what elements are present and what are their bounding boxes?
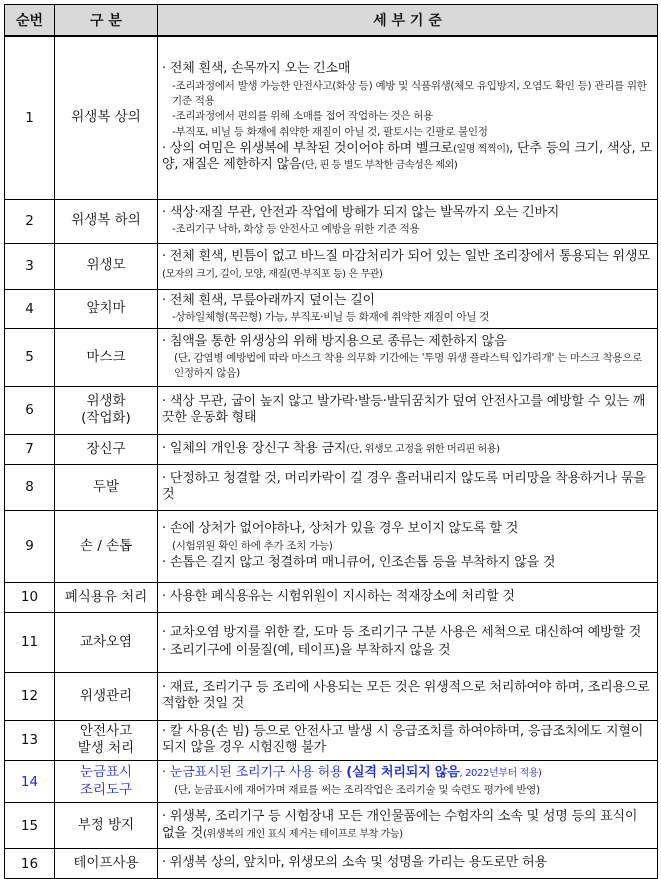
table-row [5,328,658,386]
detail-text: 교차오염 방지를 위한 칼, 도마 등 조리기구 구분 사용은 세척으로 대신하여 예방할 것 [169,625,642,641]
detail-text: 칼 사용(손 빔) 등으로 안전사고 발생 시 응급조치를 하여야하며, 응급조치에도 지혈이 되지 않을 경우 시험진행 불가 [162,723,644,756]
row-number: 8 [5,464,55,510]
detail-bullet [162,394,653,427]
detail-parenthetical: (단, 핀 등 별도 부착한 금속성은 제외) [301,160,458,172]
table-row [5,672,658,720]
detail-note [162,783,653,798]
detail-bullet [162,61,653,78]
row-detail [158,761,658,803]
row-category: 테이프사용 [55,849,158,879]
row-detail [158,36,658,199]
detail-note [162,222,653,237]
table-row [5,510,658,582]
detail-bullet [162,249,653,282]
detail-text: 위생복 상의, 앞치마, 위생모의 소속 및 성명을 가리는 용도로만 허용 [169,855,547,871]
detail-note [162,351,653,380]
table-row [5,761,658,803]
row-detail [158,510,658,582]
table-row [5,243,658,289]
detail-bullet [162,855,653,872]
table-row [5,199,658,243]
detail-text: 눈금표시된 조리기구 사용 허용 [169,765,347,781]
header-detail: 세 부 기 준 [158,5,658,37]
detail-text: 사용한 폐식용유는 시험위원이 지시하는 적재장소에 처리할 것 [169,589,515,604]
detail-bullet [162,765,653,782]
row-number: 12 [5,672,55,720]
row-number: 5 [5,328,55,386]
detail-bullet [162,205,653,222]
row-category: 교차오염 [55,612,158,672]
detail-parenthetical: (단, 위생모 고정을 위한 머리핀 허용) [346,444,500,455]
table-row [5,36,658,199]
detail-text: 손에 상처가 없어야하나, 상처가 있을 경우 보이지 않도록 할 것 [169,521,519,537]
row-detail [158,243,658,289]
row-category: 위생화 (작업화) [55,386,158,434]
detail-parenthetical: (일명 찍찍이) [453,143,510,155]
detail-emphasis: (실격 처리되지 않음 [346,765,460,781]
detail-text: -조리과정에서 편의를 위해 소매를 접어 작업하는 것은 허용 [172,110,433,123]
detail-text: -조리과정에서 발생 가능한 안전사고(화상 등) 예방 및 식품위생(체모 유입방지, 오염도 확인 등) 관리를 위한 기준 적용 [172,80,647,107]
detail-bullet [162,625,653,642]
row-category: 부정 방지 [55,803,158,849]
row-number: 9 [5,510,55,582]
row-category: 앞치마 [55,289,158,328]
detail-parenthetical: (위생복의 개인 표식 제거는 테이프로 부착 가능) [203,828,403,840]
detail-text: 색상·재질 무관, 안전과 작업에 방해가 되지 않는 발목까지 오는 긴바지 [169,204,560,220]
row-category: 마스크 [55,328,158,386]
detail-bullet [162,141,653,174]
detail-text: -부직포, 비닐 등 화재에 취약한 재질이 아닐 것, 팔토시는 긴팔로 불인정 [172,126,488,139]
detail-bullet [162,334,653,351]
detail-bullet [162,680,653,713]
row-detail [158,612,658,672]
detail-bullet [162,441,653,458]
detail-note [162,310,653,325]
table-row [5,386,658,434]
detail-bullet [162,589,653,606]
row-detail [158,803,658,849]
row-category: 위생복 상의 [55,36,158,199]
detail-text: (단, 눈금표시에 재어가며 재료를 써는 조리작업은 조리기술 및 숙련도 평가에 반영) [174,784,540,797]
row-number: 15 [5,803,55,849]
header-category: 구 분 [55,5,158,37]
detail-text: 손톱은 길지 않고 청결하며 매니큐어, 인조손톱 등을 부착하지 않을 것 [169,554,556,570]
row-category: 위생복 하의 [55,199,158,243]
detail-text: 전체 흰색, 무릎아래까지 덮이는 길이 [169,292,375,308]
detail-note [162,539,653,554]
detail-text: (단, 감염병 예방법에 따라 마스크 착용 의무화 기간에는 '투명 위생 플라스틱 입가리개' 는 마스크 착용으로 인정하지 않음) [174,352,642,380]
row-detail [158,464,658,510]
row-number: 4 [5,289,55,328]
table-row [5,849,658,879]
row-detail [158,672,658,720]
row-category: 눈금표시 조리도구 [55,761,158,803]
detail-text: 재료, 조리기구 등 조리에 사용되는 모든 것은 위생적으로 처리하여야 하며, 조리용으로 적합한 것일 것 [162,679,650,712]
table-row [5,612,658,672]
row-category: 두발 [55,464,158,510]
hygiene-standards-table [4,4,658,879]
table-row [5,289,658,328]
row-category: 장신구 [55,434,158,464]
detail-note [162,79,653,108]
detail-text: (시험위원 확인 하에 추가 조치 가능) [172,539,333,552]
row-detail [158,582,658,612]
row-number: 10 [5,582,55,612]
table-header-row [5,5,658,37]
row-number: 2 [5,199,55,243]
detail-text: 상의 여밈은 위생복에 부착된 것이어야 하며 벨크로 [169,140,453,156]
row-number: 14 [5,761,55,803]
detail-note [162,125,653,140]
detail-text: 침액을 통한 위생상의 위해 방지용으로 종류는 제한하지 않음 [169,333,507,349]
row-number: 13 [5,720,55,760]
row-category: 위생관리 [55,672,158,720]
detail-parenthetical: (모자의 크기, 길이, 모양, 재질(면·부직포 등) 은 무관) [162,269,383,280]
row-detail [158,434,658,464]
header-no: 순번 [5,5,55,37]
detail-bullet [162,809,653,842]
detail-text: 일체의 개인용 장신구 착용 금지 [169,441,347,456]
table-row [5,582,658,612]
row-number: 1 [5,36,55,199]
row-detail [158,328,658,386]
row-category: 안전사고 발생 처리 [55,720,158,760]
row-category: 폐식용유 처리 [55,582,158,612]
row-number: 3 [5,243,55,289]
detail-bullet [162,724,653,757]
table-row [5,720,658,760]
detail-text: -상하일체형(목끈형) 가능, 부직포·비닐 등 화재에 취약한 재질이 아닐 것 [172,311,490,324]
detail-text-continued: , 단추 등의 크기, 색상, 모양, 재질은 제한하지 않음 [162,140,652,173]
table-row [5,464,658,510]
detail-parenthetical: , 2022년부터 적용) [459,768,542,780]
row-detail [158,849,658,879]
detail-text: 전체 흰색, 손목까지 오는 긴소매 [169,61,351,77]
detail-text: 단정하고 청결할 것, 머리카락이 길 경우 흘러내리지 않도록 머리망을 착용하거나 묶을 것 [162,470,646,503]
detail-bullet [162,521,653,538]
detail-bullet [162,471,653,504]
table-body [5,36,658,879]
detail-bullet [162,293,653,310]
row-detail [158,720,658,760]
row-number: 7 [5,434,55,464]
row-category: 위생모 [55,243,158,289]
row-number: 11 [5,612,55,672]
detail-text: 색상 무관, 굽이 높지 않고 발가락·발등·발뒤꿈치가 덮여 안전사고를 예방할 수 있는 깨끗한 운동화 형태 [162,393,646,426]
row-detail [158,199,658,243]
row-number: 6 [5,386,55,434]
detail-text: 전체 흰색, 빈틈이 없고 바느질 마감처리가 되어 있는 일반 조리장에서 통용되는 위생모 [169,249,650,265]
row-detail [158,289,658,328]
row-number: 16 [5,849,55,879]
detail-text: 조리기구에 이물질(예, 테이프)을 부착하지 않을 것 [169,642,451,658]
detail-bullet [162,555,653,572]
row-category: 손 / 손톱 [55,510,158,582]
table-row [5,434,658,464]
detail-text: 위생복, 조리기구 등 시험장내 모든 개인물품에는 수험자의 소속 및 성명 등의 표식이 없을 것 [162,808,638,841]
detail-text: -조리기구 낙하, 화상 등 안전사고 예방을 위한 기준 적용 [172,223,420,236]
detail-bullet [162,643,653,660]
row-detail [158,386,658,434]
table-row [5,803,658,849]
detail-note [162,109,653,124]
